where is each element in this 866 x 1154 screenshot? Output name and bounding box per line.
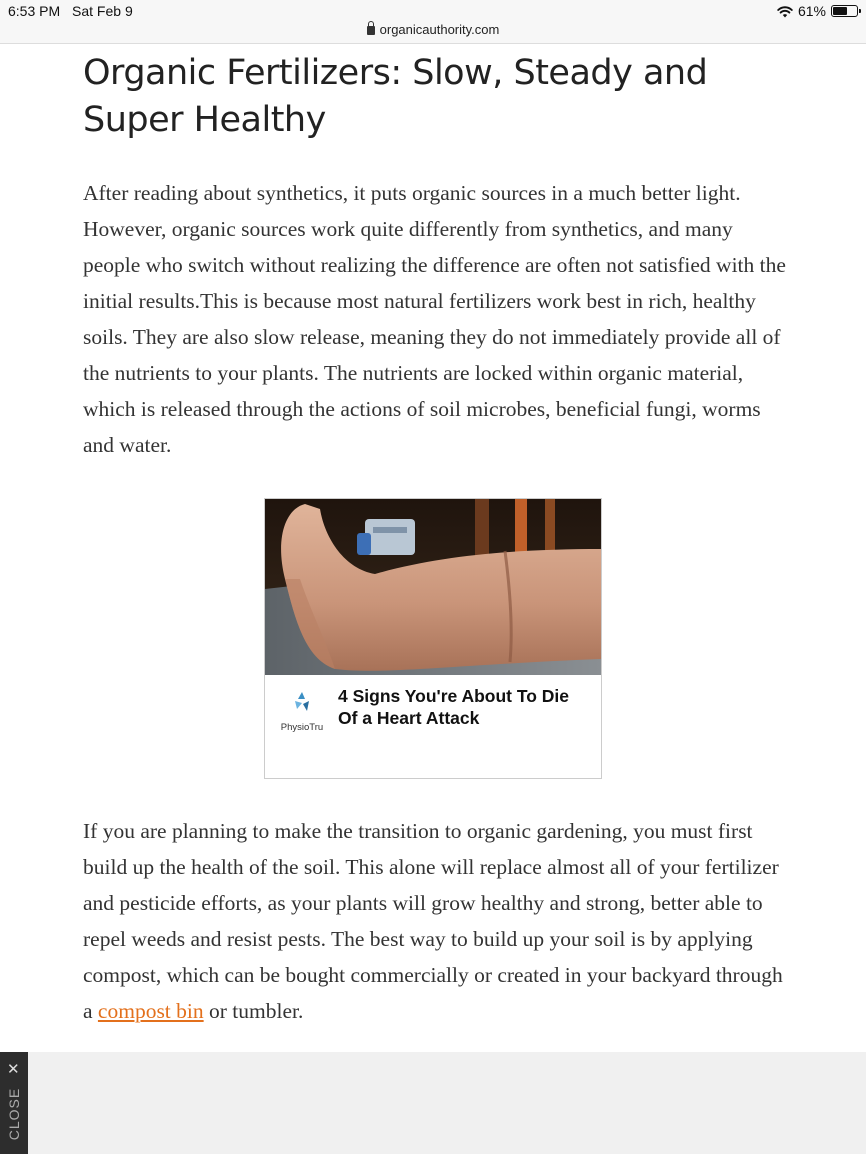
ad-headline[interactable]: 4 Signs You're About To Die Of a Heart Attack [338,686,570,728]
lock-icon [367,26,375,35]
status-date: Sat Feb 9 [72,3,133,19]
ad-image[interactable] [265,499,601,675]
status-left [8,3,141,19]
battery-icon [831,5,858,17]
status-time: 6:53 PM [8,3,61,19]
close-ad-button[interactable] [0,1052,28,1154]
address-url: organicauthority.com [379,22,500,37]
close-icon: ✕ [7,1061,20,1078]
paragraph-2-text-start: If you are planning to make the transition to organic gardening, you must first build up the health of the soil. This alone will replace almost all of your fertilizer and pesticide efforts, as your plants will grow healthy and strong, better able to repel weeds and resist pests. The best way to build up your soil is by applying compost, which can be bought commercially or created in your backyard through a [83,819,783,1023]
paragraph-2-text-end: or tumbler. [203,999,304,1023]
close-label: CLOSE [6,1087,22,1141]
ad-photo-leg [265,499,601,675]
status-bar [0,0,866,22]
physiotru-logo-icon [292,691,312,713]
bottom-sticky-ad [0,1052,866,1154]
article-title: Organic Fertilizers: Slow, Steady and Super Healthy [83,53,708,140]
article-paragraph-1: After reading about synthetics, it puts organic sources in a much better light. However, organic sources work quite differently from synthetics, and many people who switch without realizing the difference are often not satisfied with the initial results.This is because most natural fertilizers work best in rich, healthy soils. They are also slow release, meaning they do not immediately provide all of the nutrients to your plants. The nutrients are locked within organic material, which is released through the actions of soil microbes, beneficial fungi, worms and water. [83,181,786,457]
sponsored-ad-card[interactable] [264,498,602,779]
article-paragraph-2 [83,813,793,1029]
ad-brand-logo[interactable] [279,691,325,735]
address-bar[interactable] [0,20,866,44]
battery-fill [833,7,847,15]
battery-percent: 61% [797,3,826,19]
ad-brand-name: PhysioTru [280,722,324,733]
wifi-icon [777,5,793,18]
status-right [777,3,858,19]
compost-bin-link[interactable]: compost bin [97,999,204,1023]
